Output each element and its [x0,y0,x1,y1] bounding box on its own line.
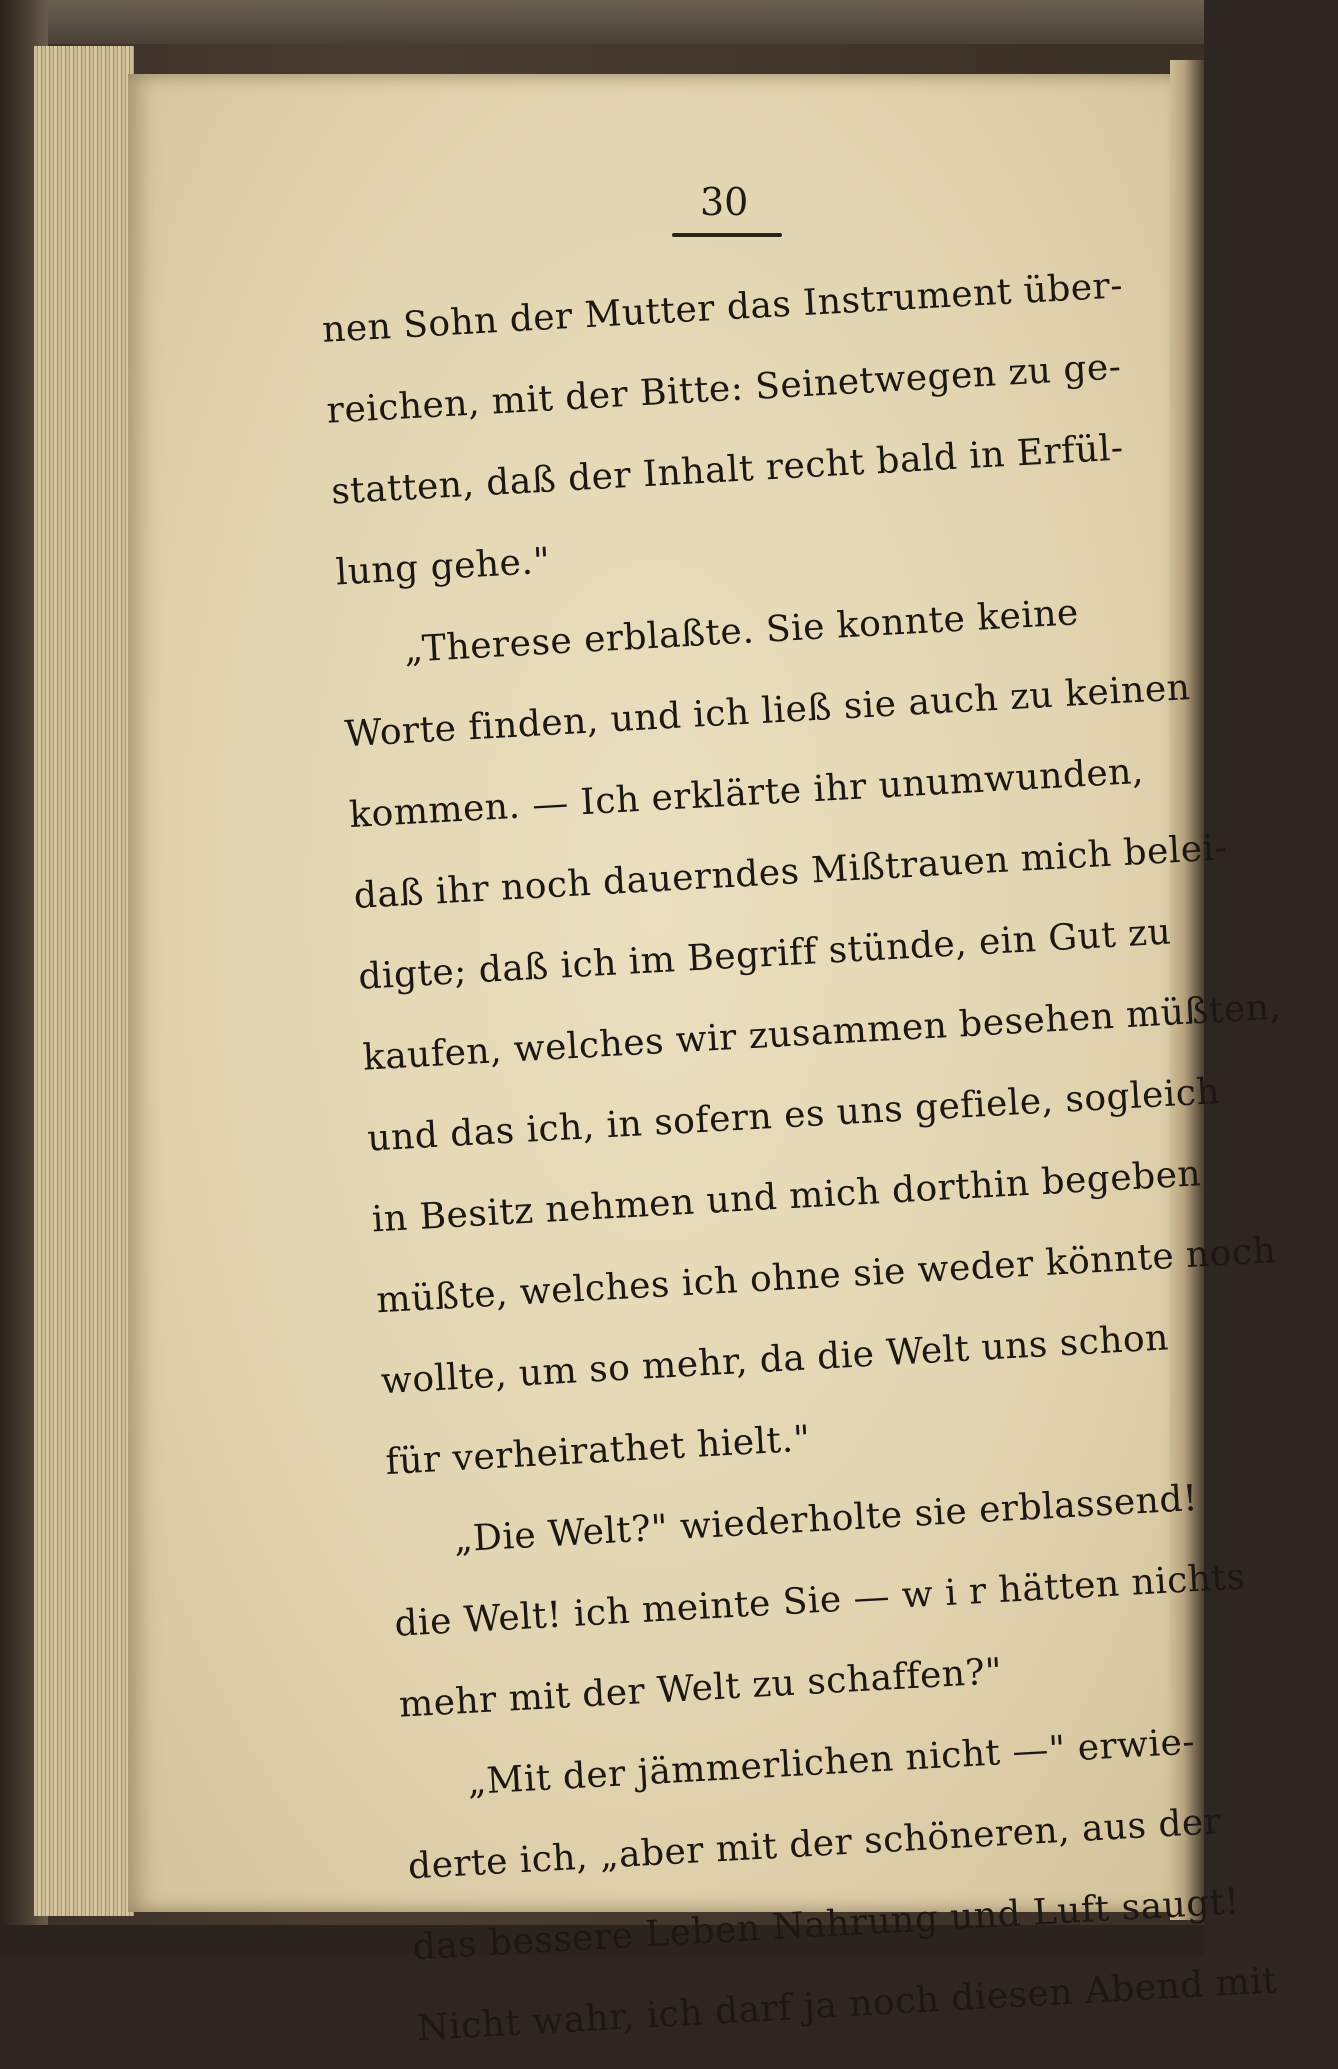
page-number: 30 [700,180,749,224]
text-line-19: „Mit der jämmerlichen nicht —" erwie- [466,1721,1196,1804]
text-line-11: und das ich, in sofern es uns gefiele, sogleich [366,1071,1222,1160]
text-line-6: Worte finden, und ich ließ sie auch zu keinen [343,667,1192,756]
text-line-12: in Besitz nehmen und mich dorthin begeben [370,1153,1203,1241]
text-line-5: „Therese erblaßte. Sie konnte keine [403,592,1080,671]
text-line-8: daß ihr noch dauerndes Mißtrauen mich belei- [352,827,1229,918]
text-line-17: die Welt! ich meinte Sie — w i r hätten nichts [393,1556,1247,1645]
text-line-21: das bessere Leben Nahrung und Luft saugt! [411,1881,1241,1969]
text-line-7: kommen. — Ich erklärte ihr unumwunden, [348,750,1145,837]
text-line-20: derte ich, „aber mit der schöneren, aus der [407,1801,1223,1888]
text-line-18: mehr mit der Welt zu schaffen?" [397,1651,1004,1726]
page-edges-stack [34,46,134,1916]
text-line-1: nen Sohn der Mutter das Instrument über- [321,265,1124,351]
text-line-14: wollte, um so mehr, da die Welt uns schon [379,1317,1170,1403]
text-line-2: reichen, mit der Bitte: Seinetwegen zu ge- [325,346,1123,432]
text-line-13: müßte, welches ich ohne sie weder könnte noch [375,1230,1278,1322]
book-cover-top [0,0,1204,44]
page-text [320,243,1283,2050]
text-line-10: kaufen, welches wir zusammen besehen müßten, [361,986,1283,1079]
header-rule [672,233,782,237]
text-line-15: für verheirathet hielt." [384,1418,812,1484]
text-line-16: „Die Welt?" wiederholte sie erblassend! [452,1477,1199,1561]
text-line-3: statten, daß der Inhalt recht bald in Erfül- [330,427,1125,513]
text-line-9: digte; daß ich im Begriff stünde, ein Gut zu [357,911,1173,998]
text-line-4: lung gehe." [334,540,552,594]
text-line-22: Nicht wahr, ich darf ja noch diesen Abend mit [416,1960,1279,2050]
